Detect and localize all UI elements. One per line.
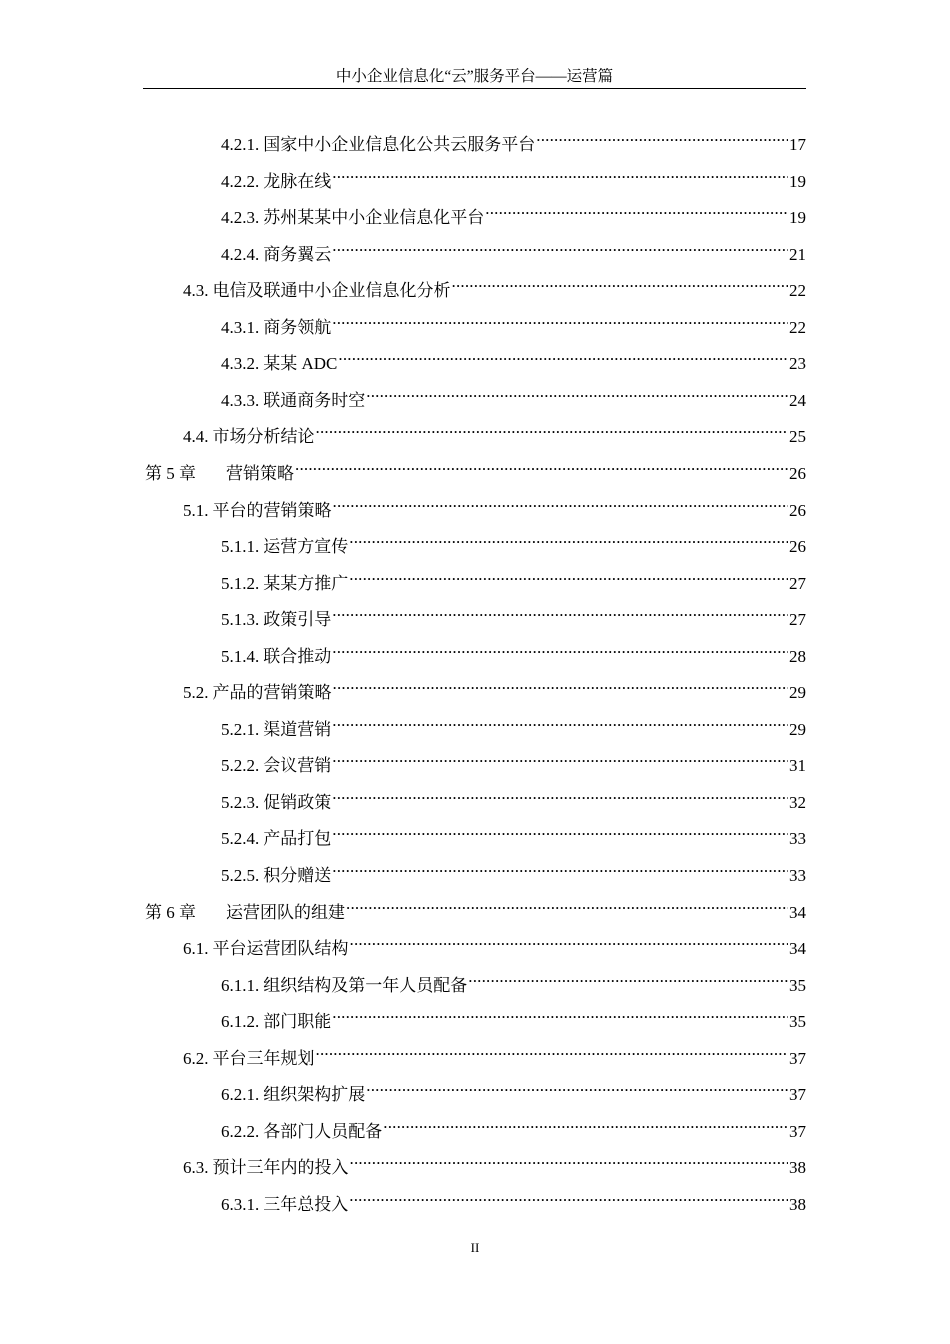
toc-entry-title: 国家中小企业信息化公共云服务平台: [263, 135, 536, 154]
toc-entry-number: 5.1.2.: [221, 573, 260, 593]
toc-entry-title: 苏州某某中小企业信息化平台: [263, 208, 485, 228]
toc-dot-leader: [452, 268, 789, 296]
toc-entry-title: 组织架构扩展: [263, 1085, 366, 1105]
toc-entry-page: 22: [789, 317, 806, 337]
toc-entry[interactable]: [221, 743, 806, 776]
toc-entry-title: 产品打包: [263, 829, 332, 849]
toc-entry-page: 23: [789, 354, 806, 374]
toc-entry-title: 某某 ADC: [263, 354, 338, 374]
toc-entry[interactable]: [221, 305, 806, 337]
toc-entry[interactable]: [145, 451, 806, 483]
toc-entry[interactable]: [183, 1036, 806, 1068]
toc-dot-leader: [366, 378, 788, 406]
toc-entry-number: 5.1.: [183, 500, 209, 520]
toc-dot-leader: [332, 780, 788, 808]
toc-entry-number: 4.2.1.: [221, 135, 260, 154]
toc-dot-leader: [333, 488, 789, 516]
toc-entry-page: 25: [789, 427, 806, 447]
toc-entry[interactable]: [183, 414, 806, 447]
toc-entry-page: 19: [789, 171, 806, 191]
toc-dot-leader: [332, 159, 788, 187]
toc-entry-title: 会议营销: [263, 756, 332, 776]
toc-dot-leader: [332, 999, 788, 1027]
toc-entry-number: 6.3.: [183, 1158, 209, 1178]
toc-entry-number: 4.2.3.: [221, 208, 260, 228]
toc-entry-page: 34: [789, 902, 806, 922]
toc-dot-leader: [350, 926, 789, 954]
toc-entry-page: 21: [789, 244, 806, 264]
toc-entry-title: 营销策略: [226, 463, 294, 483]
toc-entry-number: 5.2.5.: [221, 866, 260, 885]
toc-entry-title: 市场分析结论: [212, 427, 315, 447]
toc-entry-page: 37: [789, 1048, 806, 1068]
toc-entry[interactable]: [221, 378, 806, 410]
header-title: 中小企业信息化“云”服务平台——运营篇: [335, 68, 614, 85]
toc-entry-page: 22: [789, 281, 806, 301]
toc-entry-page: 38: [789, 1158, 806, 1178]
toc-entry-page: 35: [789, 975, 806, 995]
toc-entry-title: 联合推动: [263, 646, 332, 666]
toc-entry-page: 29: [789, 719, 806, 739]
toc-entry[interactable]: [221, 999, 806, 1032]
toc-dot-leader: [332, 232, 788, 260]
toc-dot-leader: [349, 561, 788, 589]
toc-entry-title: 三年总投入: [263, 1194, 349, 1214]
toc-dot-leader: [332, 305, 788, 333]
toc-entry[interactable]: [221, 195, 806, 228]
toc-entry-number: 5.2.1.: [221, 719, 260, 739]
toc-entry-title: 平台的营销策略: [212, 500, 332, 520]
toc-entry-title: 电信及联通中小企业信息化分析: [212, 281, 451, 301]
toc-dot-leader: [346, 890, 788, 918]
toc-entry-page: 33: [789, 866, 806, 885]
toc-entry-number: 6.1.1.: [221, 975, 260, 995]
toc-dot-leader: [350, 1145, 789, 1173]
toc-entry-number: 第 6 章: [145, 902, 196, 922]
page-number: II: [470, 1240, 480, 1255]
toc-entry-number: 4.4.: [183, 427, 209, 447]
toc-entry-title: 运营团队的组建: [226, 902, 345, 922]
toc-entry-page: 19: [789, 208, 806, 228]
toc-entry-number: 5.2.4.: [221, 829, 260, 849]
page-header: [143, 66, 806, 89]
toc-entry-number: 6.1.2.: [221, 1012, 260, 1032]
toc-entry-number: 4.2.2.: [221, 171, 260, 191]
toc-entry-page: 32: [789, 792, 806, 812]
toc-entry-number: 5.1.1.: [221, 537, 260, 557]
toc-entry[interactable]: [221, 816, 806, 849]
toc-dot-leader: [295, 451, 788, 479]
toc-entry-page: 37: [789, 1085, 806, 1105]
toc-entry-page: 37: [789, 1121, 806, 1141]
toc-entry-number: 6.1.: [183, 939, 209, 959]
toc-entry-page: 26: [789, 500, 806, 520]
toc-entry[interactable]: [183, 268, 806, 301]
toc-entry-number: 6.2.1.: [221, 1085, 260, 1105]
toc-dot-leader: [383, 1109, 788, 1137]
toc-entry-page: 34: [789, 939, 806, 959]
toc-entry[interactable]: [183, 488, 806, 520]
page-footer: [0, 1238, 950, 1258]
toc-entry-title: 部门职能: [263, 1012, 332, 1032]
toc-entry[interactable]: [145, 890, 806, 922]
toc-dot-leader: [349, 524, 788, 552]
toc-entry[interactable]: [221, 524, 806, 557]
toc-dot-leader: [333, 670, 789, 698]
toc-entry-page: 26: [789, 537, 806, 557]
toc-dot-leader: [332, 743, 788, 771]
toc-entry-page: 24: [789, 390, 806, 410]
toc-entry-title: 产品的营销策略: [212, 683, 332, 703]
toc-entry-number: 6.2.: [183, 1048, 209, 1068]
toc-entry[interactable]: [221, 159, 806, 191]
toc-entry[interactable]: [221, 597, 806, 630]
toc-entry-number: 5.2.3.: [221, 792, 260, 812]
toc-entry[interactable]: [221, 122, 806, 154]
toc-entry[interactable]: [221, 634, 806, 666]
toc-entry-title: 渠道营销: [263, 719, 332, 739]
toc-entry-title: 龙脉在线: [263, 171, 332, 191]
toc-entry[interactable]: [221, 341, 806, 374]
toc-dot-leader: [332, 816, 788, 844]
toc-entry-title: 预计三年内的投入: [212, 1158, 349, 1178]
toc-entry-page: 38: [789, 1194, 806, 1214]
toc-entry-page: 31: [789, 756, 806, 776]
toc-entry-number: 5.2.: [183, 683, 209, 703]
toc-dot-leader: [366, 1072, 788, 1100]
toc-entry-page: 26: [789, 463, 806, 483]
toc-entry[interactable]: [221, 963, 806, 995]
toc-entry-page: 27: [789, 573, 806, 593]
toc-entry[interactable]: [221, 1072, 806, 1105]
toc-entry[interactable]: [221, 780, 806, 812]
toc-dot-leader: [332, 597, 788, 625]
toc-dot-leader: [332, 707, 788, 735]
toc-dot-leader: [316, 1036, 789, 1064]
toc-entry-number: 4.3.2.: [221, 354, 260, 374]
toc-entry[interactable]: [183, 670, 806, 703]
toc-entry-number: 4.2.4.: [221, 244, 260, 264]
toc-entry-title: 某某方推广: [263, 573, 349, 593]
toc-entry-title: 各部门人员配备: [263, 1121, 383, 1141]
toc-entry-number: 5.1.3.: [221, 610, 260, 630]
toc-entry-number: 5.1.4.: [221, 646, 260, 666]
toc-entry-title: 商务领航: [263, 317, 332, 337]
toc-entry[interactable]: [221, 707, 806, 739]
toc-entry[interactable]: [221, 1182, 806, 1214]
toc-dot-leader: [316, 414, 789, 442]
toc-entry-number: 4.3.3.: [221, 390, 260, 410]
toc-entry[interactable]: [183, 1145, 806, 1178]
toc-entry-title: 组织结构及第一年人员配备: [263, 975, 468, 995]
toc-entry-number: 6.3.1.: [221, 1194, 260, 1214]
toc-entry[interactable]: [183, 926, 806, 959]
toc-entry-title: 政策引导: [263, 610, 332, 630]
toc-entry-title: 积分赠送: [263, 866, 332, 885]
toc-entry-number: 4.3.1.: [221, 317, 260, 337]
toc-dot-leader: [349, 1182, 788, 1210]
toc-entry-page: 29: [789, 683, 806, 703]
toc-dot-leader: [332, 853, 788, 881]
toc-entry[interactable]: [221, 1109, 806, 1141]
toc-entry-page: 28: [789, 646, 806, 666]
toc-entry-title: 促销政策: [263, 792, 332, 812]
toc-entry-title: 运营方宣传: [263, 537, 349, 557]
toc-entry-title: 商务翼云: [263, 244, 332, 264]
toc-dot-leader: [468, 963, 788, 991]
toc-entry-page: 17: [789, 135, 806, 154]
toc-entry-page: 35: [789, 1012, 806, 1032]
toc-entry-number: 4.3.: [183, 281, 209, 301]
toc-entry-page: 33: [789, 829, 806, 849]
toc-entry-number: 第 5 章: [145, 463, 196, 483]
toc-entry[interactable]: [221, 232, 806, 264]
toc-entry-title: 联通商务时空: [263, 390, 366, 410]
toc-dot-leader: [338, 341, 788, 369]
toc-entry-page: 27: [789, 610, 806, 630]
toc-entry-title: 平台运营团队结构: [212, 939, 349, 959]
toc-entry-title: 平台三年规划: [212, 1048, 315, 1068]
toc-entry[interactable]: [221, 561, 806, 593]
toc-entry-number: 5.2.2.: [221, 756, 260, 776]
toc-dot-leader: [332, 634, 788, 662]
toc-entry[interactable]: [221, 853, 806, 885]
toc-dot-leader: [485, 195, 788, 223]
toc-entry-number: 6.2.2.: [221, 1121, 260, 1141]
toc-dot-leader: [536, 122, 788, 150]
